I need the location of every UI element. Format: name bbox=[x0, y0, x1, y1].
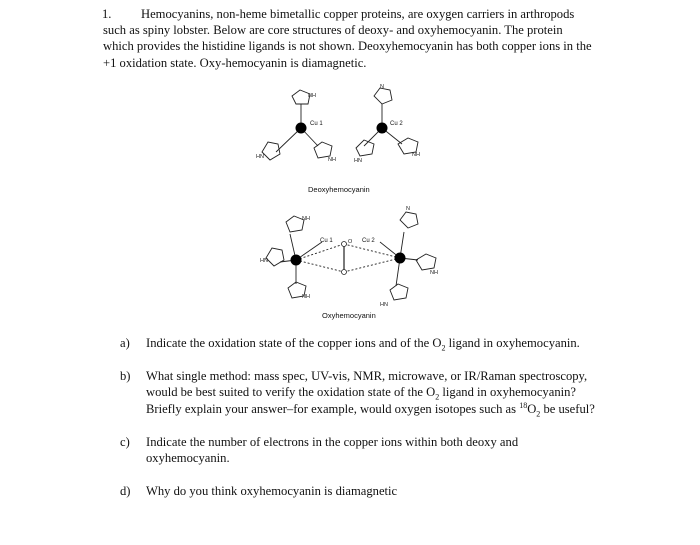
question-c bbox=[120, 434, 600, 466]
oxy-cu2-label: Cu 2 bbox=[362, 238, 375, 244]
question-a-text-1: Indicate the oxidation state of the copper ions and of the O bbox=[146, 336, 442, 350]
question-b-sup-18: 18 bbox=[519, 400, 528, 410]
oxy-hn-label-2: HN bbox=[380, 302, 388, 308]
question-a-text-2: ligand in oxyhemocyanin. bbox=[445, 336, 580, 350]
deoxy-hn-label-2: HN bbox=[354, 158, 362, 164]
question-b-text-1: What single method: mass spec, UV-vis, NMR, microwave, or IR/Raman spectroscopy, would be best suited to verify the oxidation state of the O bbox=[146, 369, 588, 400]
deoxy-nh-label-2: NH bbox=[328, 157, 336, 163]
deoxy-nh-label-3: NH bbox=[412, 152, 420, 158]
question-b bbox=[120, 368, 600, 417]
question-b-text-2: ligand in oxyhemocyanin? Briefly explain your answer–for example, would oxygen isotopes such as bbox=[146, 385, 576, 416]
question-b-sub-2b: 2 bbox=[536, 409, 541, 419]
oxy-n-label: N bbox=[406, 206, 410, 212]
oxy-o-atom-bottom bbox=[342, 270, 347, 275]
question-b-text-3: O bbox=[527, 401, 537, 416]
questions-list bbox=[120, 335, 600, 499]
deoxy-cu2-atom bbox=[377, 123, 388, 134]
question-c-label: c) bbox=[120, 434, 130, 449]
oxy-nh-label-3: NH bbox=[430, 270, 438, 276]
question-a bbox=[120, 335, 600, 351]
deoxy-caption: Deoxyhemocyanin bbox=[308, 185, 370, 194]
deoxy-cu1-atom bbox=[296, 123, 307, 134]
problem-intro-text: Hemocyanins, non-heme bimetallic copper proteins, are oxygen carriers in arthropods such as spiny lobster. Below are core structures of deoxy- and oxyhemocyanin. The protein which provides the histidine ligands is not shown. Deoxyhemocyanin has both copper ions in the +1 oxidation state. Oxy-hemocyanin is diamagnetic. bbox=[103, 7, 592, 70]
deoxy-hn-label: HN bbox=[256, 154, 264, 160]
question-b-label: b) bbox=[120, 369, 131, 384]
question-b-text-4: be useful? bbox=[540, 401, 595, 416]
deoxy-nh-label: NH bbox=[308, 93, 316, 99]
question-a-sub: 2 bbox=[441, 343, 446, 353]
oxy-caption: Oxyhemocyanin bbox=[322, 311, 376, 320]
deoxy-cu1-label: Cu 1 bbox=[310, 121, 323, 127]
problem-number: 1. bbox=[102, 7, 112, 21]
deoxy-cu2-label: Cu 2 bbox=[390, 121, 403, 127]
oxy-nh-label: NH bbox=[302, 216, 310, 222]
problem-intro bbox=[103, 6, 593, 71]
oxy-o-atom-top bbox=[342, 242, 347, 247]
question-d-text: Why do you think oxyhemocyanin is diamagnetic bbox=[146, 484, 398, 499]
oxy-cu2-atom bbox=[395, 253, 406, 264]
deoxy-n-label: N bbox=[380, 84, 384, 90]
question-b-sub: 2 bbox=[435, 392, 440, 402]
hemocyanin-structures-figure bbox=[240, 82, 460, 327]
question-d-label: d) bbox=[120, 484, 131, 499]
oxy-nh-label-2: NH bbox=[302, 294, 310, 300]
oxy-cu1-label: Cu 1 bbox=[320, 238, 333, 244]
oxy-o-label: O bbox=[348, 239, 353, 245]
oxy-cu1-atom bbox=[291, 255, 302, 266]
question-d bbox=[120, 483, 600, 499]
oxy-hn-label: HN bbox=[260, 258, 268, 264]
question-a-label: a) bbox=[120, 336, 130, 350]
question-c-text: Indicate the number of electrons in the copper ions within both deoxy and oxyhemocyanin. bbox=[146, 434, 519, 466]
